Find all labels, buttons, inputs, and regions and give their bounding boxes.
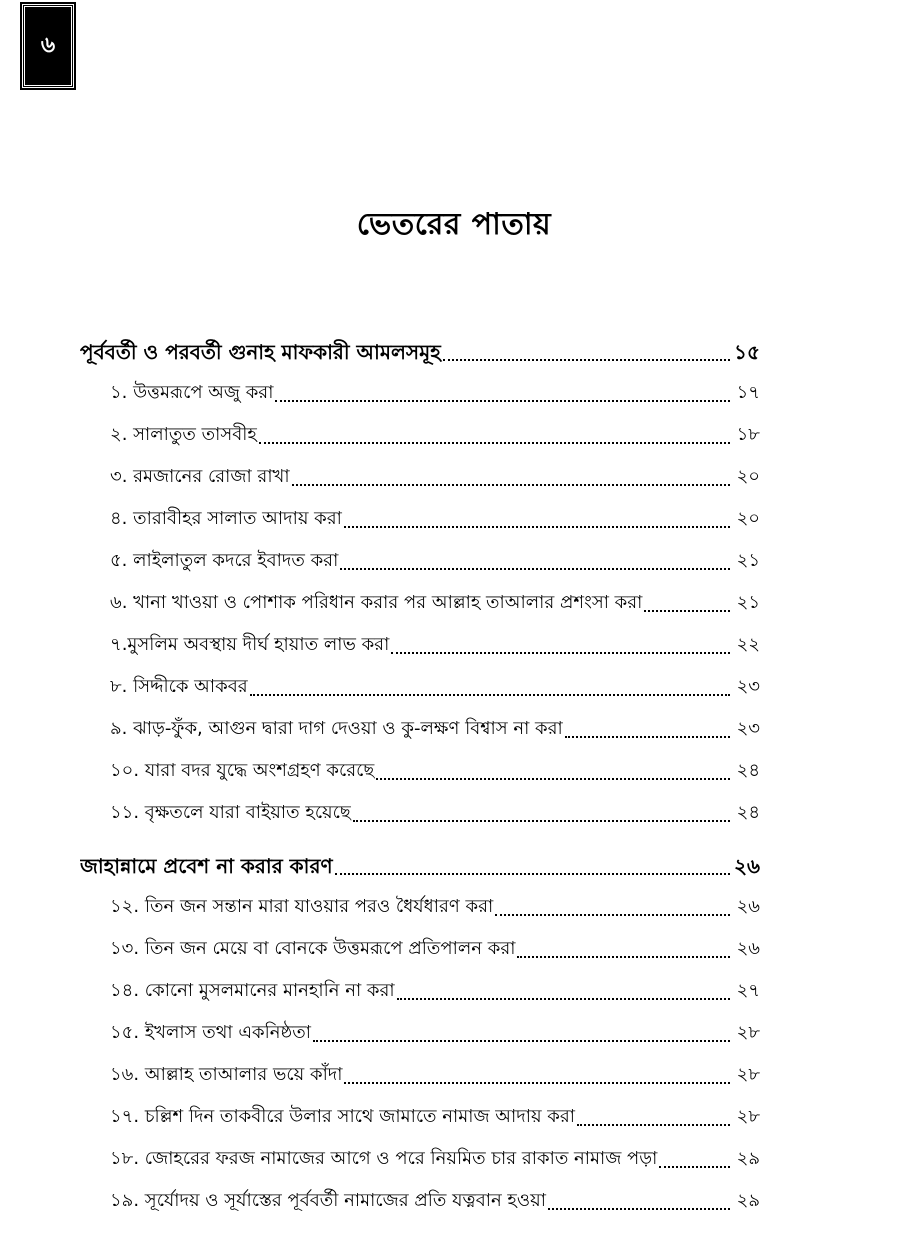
toc-item	[80, 1096, 760, 1138]
toc-item	[80, 1180, 760, 1222]
dot-leader	[344, 1082, 730, 1084]
toc-item	[80, 792, 760, 834]
toc-item-page: ২০	[736, 508, 760, 529]
toc-item-page: ২৮	[736, 1022, 760, 1043]
toc-item-text: ১. উত্তমরূপে অজু করা	[110, 382, 274, 403]
toc-item-page: ২৮	[736, 1106, 760, 1127]
dot-leader	[548, 1208, 730, 1210]
dot-leader	[250, 694, 730, 696]
dot-leader	[376, 778, 730, 780]
section-page: ২৬	[733, 854, 760, 878]
dot-leader	[259, 442, 730, 444]
toc-item-text: ৮. সিদ্দীকে আকবর	[110, 676, 248, 697]
dot-leader	[644, 610, 730, 612]
toc-item	[80, 750, 760, 792]
dot-leader	[340, 568, 730, 570]
toc-item-page: ২০	[736, 466, 760, 487]
toc-item-page: ২৩	[736, 718, 760, 739]
toc-item-page: ২৪	[736, 760, 760, 781]
toc-item	[80, 498, 760, 540]
toc-item-page: ২১	[736, 592, 760, 613]
toc-item-text: ১৩. তিন জন মেয়ে বা বোনকে উত্তমরূপে প্রতিপালন করা	[110, 938, 516, 959]
toc-section-heading	[80, 334, 760, 370]
dot-leader	[292, 484, 730, 486]
dot-leader	[313, 1040, 730, 1042]
dot-leader	[565, 736, 730, 738]
page-number: ৬	[40, 32, 56, 58]
dot-leader	[443, 359, 730, 361]
dot-leader	[659, 1166, 730, 1168]
toc-item-text: ১১. বৃক্ষতলে যারা বাইয়াত হয়েছে	[110, 802, 351, 823]
dot-leader	[577, 1124, 730, 1126]
toc-section-heading	[80, 848, 760, 884]
toc-item-text: ২. সালাতুত তাসবীহ	[110, 424, 257, 445]
toc-item-text: ১৭. চল্লিশ দিন তাকবীরে উলার সাথে জামাতে নামাজ আদায় করা	[110, 1106, 575, 1127]
section-title: জাহান্নামে প্রবেশ না করার কারণ	[80, 854, 333, 878]
toc-item-text: ৭.মুসলিম অবস্থায় দীর্ঘ হায়াত লাভ করা	[110, 634, 390, 655]
toc-item	[80, 970, 760, 1012]
toc-item	[80, 1012, 760, 1054]
dot-leader	[397, 998, 730, 1000]
toc-item-page: ২২	[736, 634, 760, 655]
toc-item-text: ৪. তারাবীহর সালাত আদায় করা	[110, 508, 342, 529]
toc-item-text: ১৯. সূর্যোদয় ও সূর্যাস্তের পূর্ববর্তী নামাজের প্রতি যত্নবান হওয়া	[110, 1190, 546, 1211]
dot-leader	[335, 873, 730, 875]
toc-item	[80, 624, 760, 666]
toc-item-page: ২৬	[736, 896, 760, 917]
toc-item-page: ১৭	[736, 382, 760, 403]
toc-item-text: ৬. খানা খাওয়া ও পোশাক পরিধান করার পর আল্লাহ তাআলার প্রশংসা করা	[110, 592, 643, 613]
toc-item-page: ২৯	[736, 1148, 760, 1169]
section-page: ১৫	[734, 340, 760, 364]
toc-item-page: ২৪	[736, 802, 760, 823]
table-of-contents	[80, 334, 760, 1222]
toc-item	[80, 1054, 760, 1096]
page-title: ভেতরের পাতায়	[356, 207, 552, 242]
toc-item-text: ১৫. ইখলাস তথা একনিষ্ঠতা	[110, 1022, 311, 1043]
toc-item	[80, 540, 760, 582]
toc-item-page: ২৬	[736, 938, 760, 959]
toc-item-text: ৫. লাইলাতুল কদরে ইবাদত করা	[110, 550, 339, 571]
section-title: পূর্ববর্তী ও পরবর্তী গুনাহ মাফকারী আমলসমূহ	[80, 340, 441, 364]
toc-item	[80, 372, 760, 414]
toc-item-text: ৩. রমজানের রোজা রাখা	[110, 466, 290, 487]
toc-item	[80, 456, 760, 498]
toc-item-page: ২৩	[736, 676, 760, 697]
toc-item-page: ২৮	[736, 1064, 760, 1085]
toc-item	[80, 414, 760, 456]
dot-leader	[495, 914, 730, 916]
dot-leader	[353, 820, 730, 822]
toc-item	[80, 666, 760, 708]
toc-item-page: ১৮	[736, 424, 760, 445]
toc-item	[80, 582, 760, 624]
toc-item-page: ২৭	[736, 980, 760, 1001]
toc-item-text: ১৮. জোহরের ফরজ নামাজের আগে ও পরে নিয়মিত চার রাকাত নামাজ পড়া	[110, 1148, 658, 1169]
dot-leader	[344, 526, 730, 528]
toc-item	[80, 1138, 760, 1180]
toc-item	[80, 886, 760, 928]
toc-item-text: ৯. ঝাড়-ফুঁক, আগুন দ্বারা দাগ দেওয়া ও কু-লক্ষণ বিশ্বাস না করা	[110, 718, 563, 739]
toc-item-text: ১৬. আল্লাহ তাআলার ভয়ে কাঁদা	[110, 1064, 343, 1085]
dot-leader	[517, 956, 730, 958]
page-number-badge	[22, 4, 74, 88]
dot-leader	[391, 652, 730, 654]
toc-item-page: ২১	[736, 550, 760, 571]
toc-item-text: ১২. তিন জন সন্তান মারা যাওয়ার পরও ধৈর্যধারণ করা	[110, 896, 494, 917]
toc-item-page: ২৯	[736, 1190, 760, 1211]
toc-item-text: ১৪. কোনো মুসলমানের মানহানি না করা	[110, 980, 395, 1001]
dot-leader	[275, 400, 730, 402]
toc-item	[80, 708, 760, 750]
toc-item-text: ১০. যারা বদর যুদ্ধে অংশগ্রহণ করেছে	[110, 760, 375, 781]
toc-item	[80, 928, 760, 970]
